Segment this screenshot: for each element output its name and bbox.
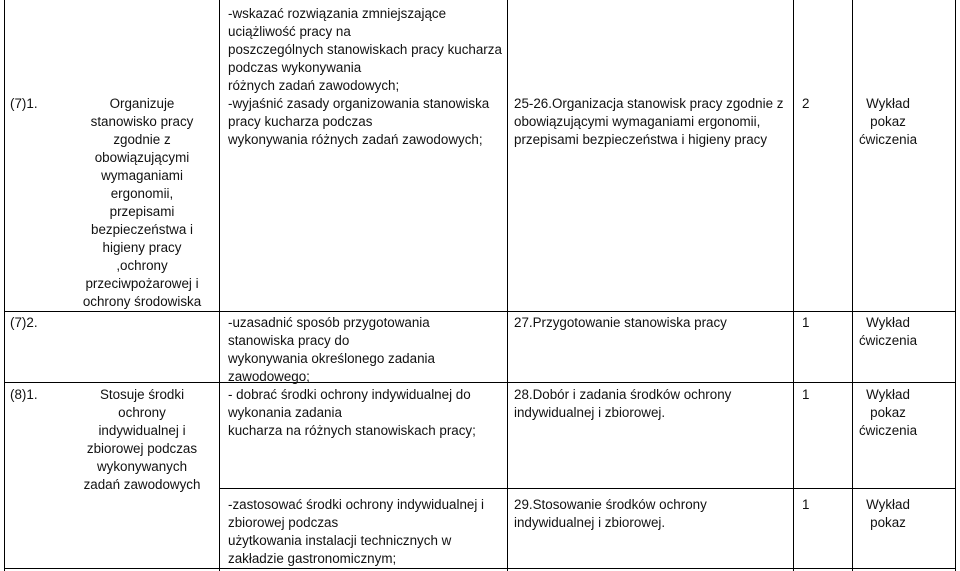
- grid-line: [852, 0, 853, 571]
- row3-criteria-2: -zastosować środki ochrony indywidualnej i zbiorowej podczas użytkowania instalacji technicznych w zakładzie gastronomicznym;: [228, 497, 485, 566]
- row2-criteria: -uzasadnić sposób przygotowania stanowiska pracy do wykonywania określonego zadania zawodowego;: [228, 315, 435, 384]
- row2-forms: Wykład ćwiczenia: [858, 315, 918, 348]
- row1-hours: 2: [802, 96, 810, 111]
- grid-line: [4, 311, 956, 312]
- row2-hours: 1: [802, 315, 810, 330]
- row3-code: (8)1.: [10, 387, 38, 402]
- row2-code: (7)2.: [10, 315, 38, 330]
- grid-line: [793, 0, 794, 571]
- grid-line: [955, 0, 956, 571]
- row3-hours-1: 1: [802, 387, 810, 402]
- row3-effect: Stosuje środki ochrony indywidualnej i zbiorowej podczas wykonywanych zadań zawodowych: [83, 387, 201, 492]
- row1-forms: Wykład pokaz ćwiczenia: [858, 96, 918, 147]
- grid-line: [219, 488, 956, 489]
- row1-criteria-2: -wyjaśnić zasady organizowania stanowiska pracy kucharza podczas wykonywania różnych zadań zawodowych;: [228, 96, 490, 147]
- grid-line: [4, 568, 956, 569]
- row3-forms-2: Wykład pokaz: [866, 497, 910, 530]
- row1-topic: 25-26.Organizacja stanowisk pracy zgodnie z obowiązującymi wymaganiami ergonomii, przepisami bezpieczeństwa i higieny pracy: [514, 96, 784, 147]
- row2-topic: 27.Przygotowanie stanowiska pracy: [514, 315, 727, 330]
- row3-topic-2: 29.Stosowanie środków ochrony indywidualnej i zbiorowej.: [514, 497, 707, 530]
- row3-topic-1: 28.Dobór i zadania środków ochrony indywidualnej i zbiorowej.: [514, 387, 732, 420]
- grid-line: [507, 0, 508, 571]
- row1-criteria-1: -wskazać rozwiązania zmniejszające uciążliwość pracy na poszczególnych stanowiskach pracy kucharza podczas wykonywania różnych zadań zawodowych;: [228, 6, 502, 93]
- row1-effect: Organizuje stanowisko pracy zgodnie z obowiązującymi wymaganiami ergonomii, przepisami bezpieczeństwa i higieny pracy ,ochrony przeciwpożarowej i ochrony środowiska: [82, 96, 202, 309]
- row1-code: (7)1.: [10, 96, 38, 111]
- row3-hours-2: 1: [802, 497, 810, 512]
- row3-forms-1: Wykład pokaz ćwiczenia: [858, 387, 918, 438]
- row3-criteria-1: - dobrać środki ochrony indywidualnej do wykonania zadania kucharza na różnych stanowiskach pracy;: [228, 387, 476, 438]
- grid-line: [4, 0, 5, 571]
- grid-line: [219, 0, 220, 571]
